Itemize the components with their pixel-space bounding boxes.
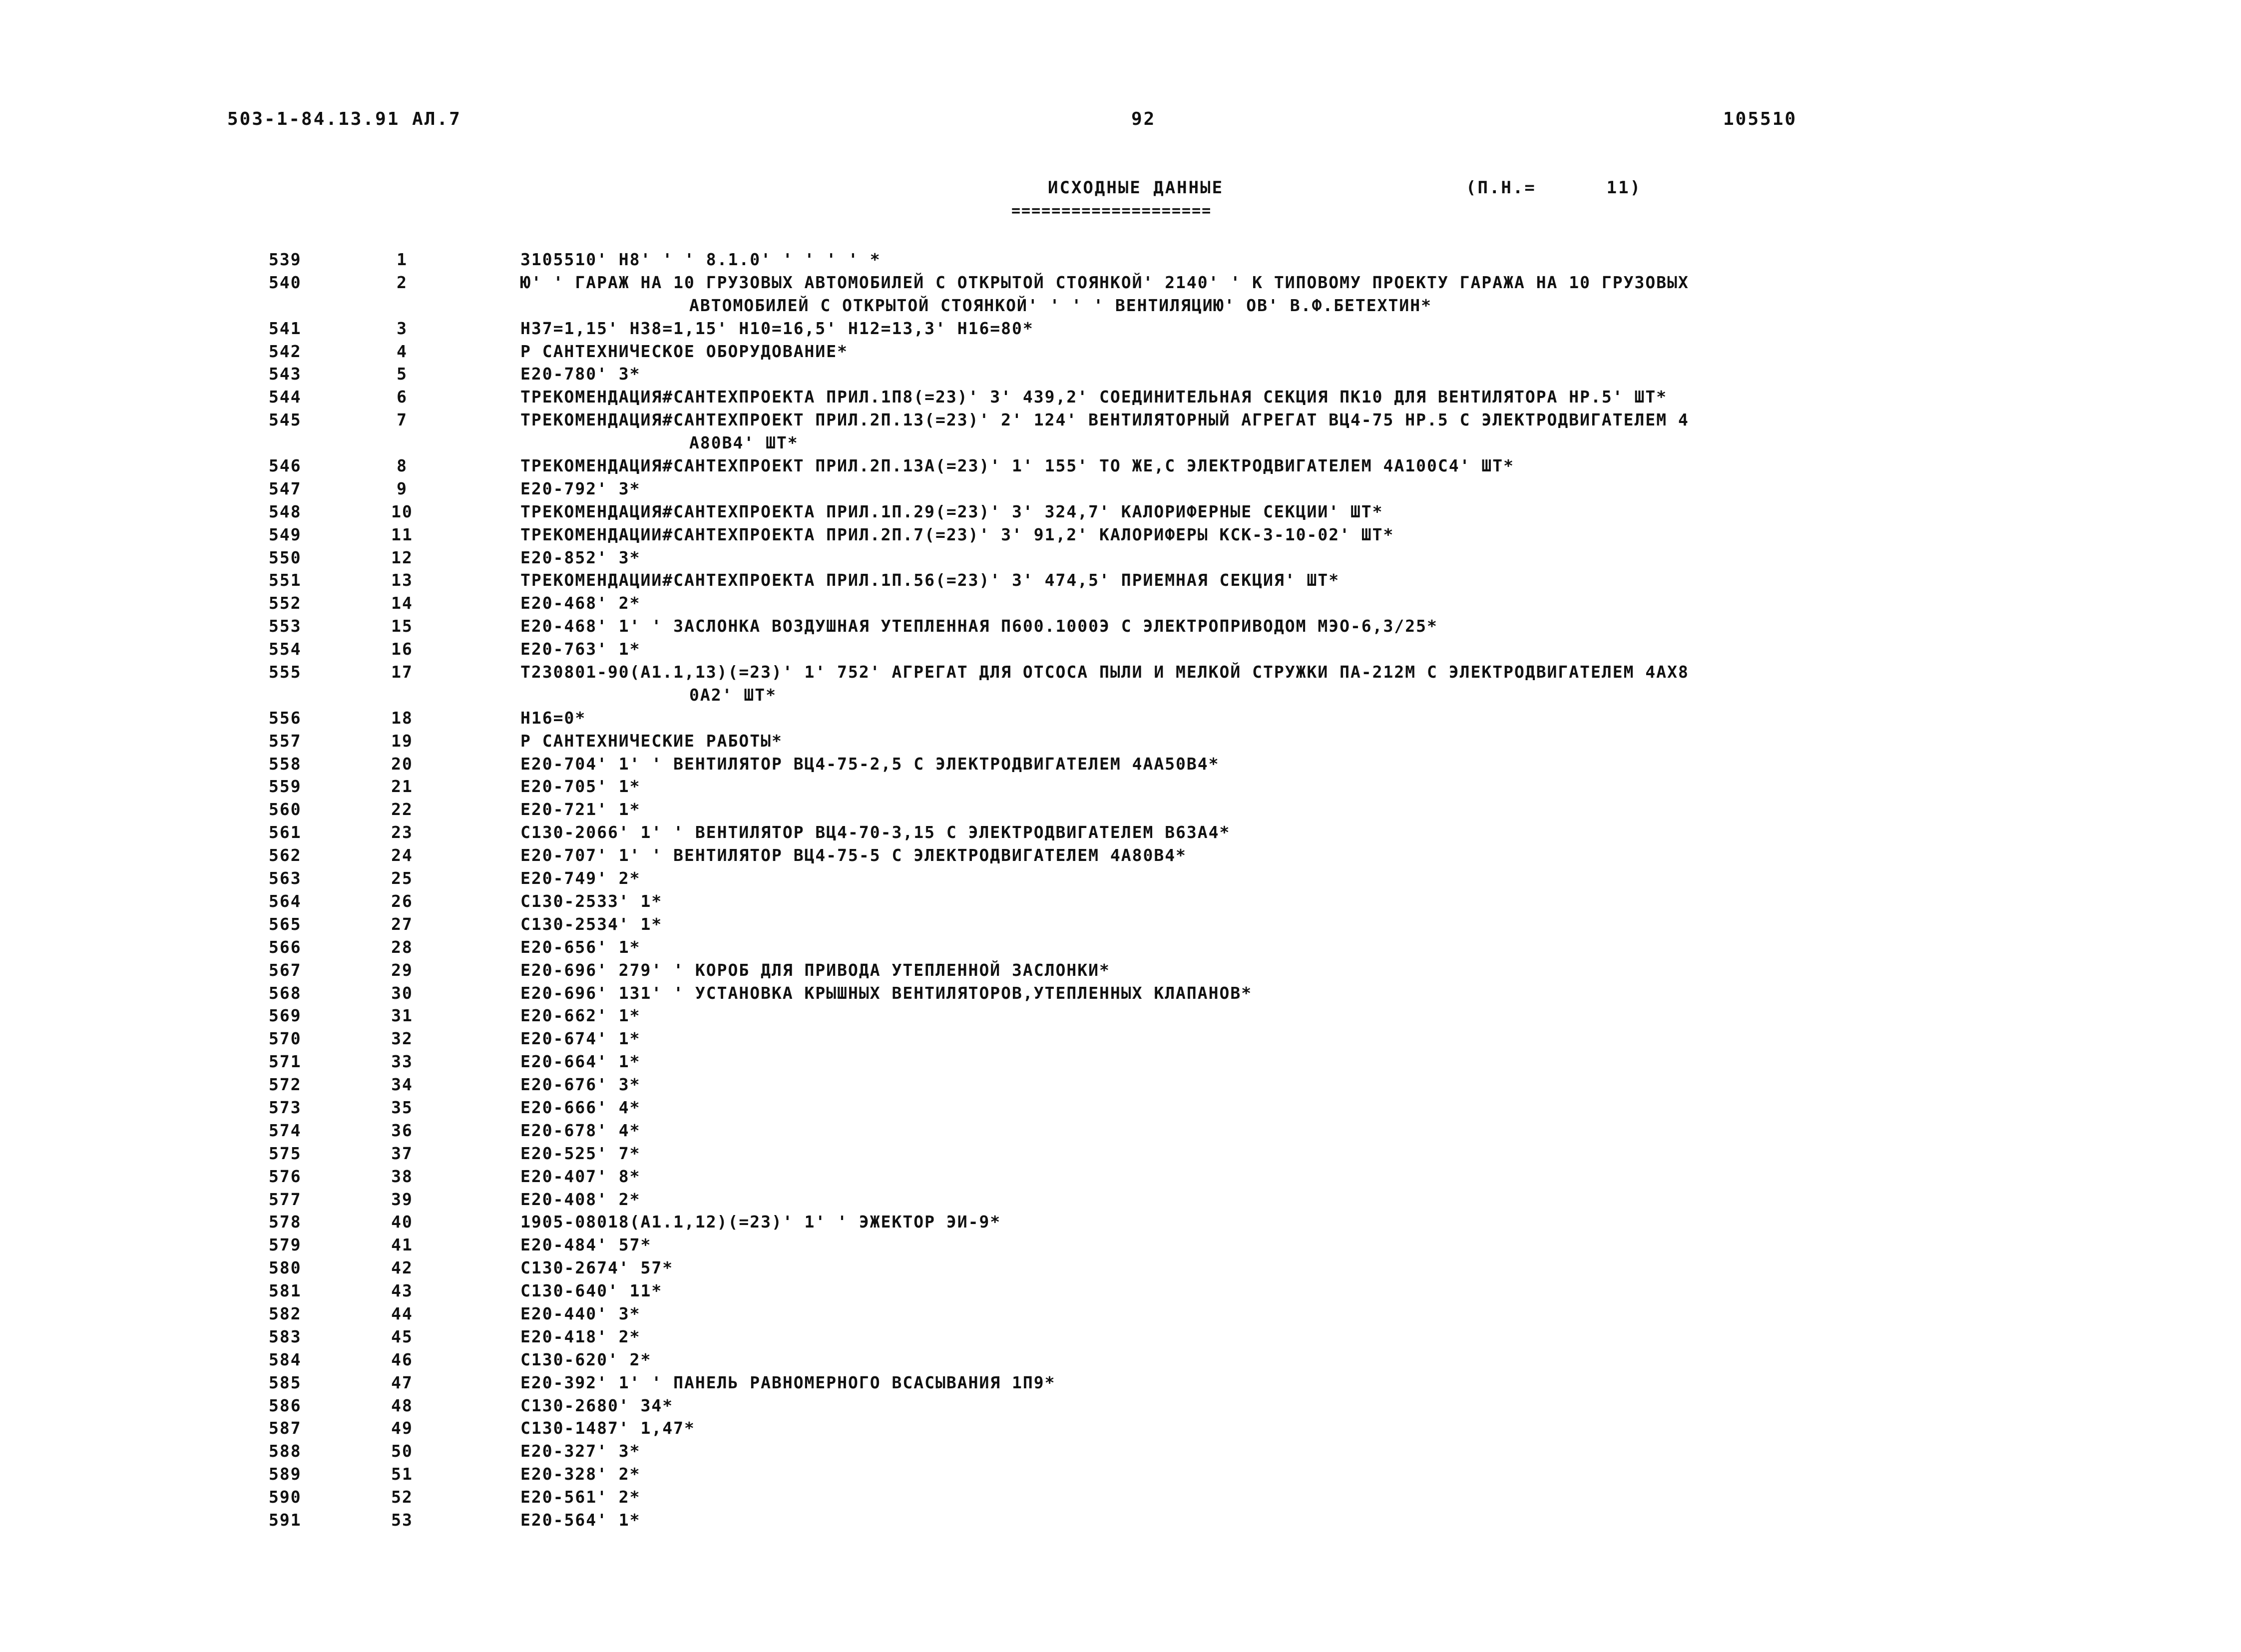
document-code: 503-1-84.13.91 АЛ.7	[227, 109, 461, 129]
line-number: 22	[391, 800, 413, 820]
listing-line	[0, 271, 2241, 294]
section-title: ИСХОДНЫЕ ДАННЫЕ	[1048, 178, 1224, 198]
listing-line	[0, 1302, 2241, 1325]
record-number: 578	[269, 1212, 302, 1232]
listing-line	[0, 1188, 2241, 1211]
line-number: 21	[391, 777, 413, 797]
line-text: С130-2533' 1*	[520, 891, 663, 911]
record-number: 569	[269, 1006, 302, 1026]
line-number: 25	[391, 868, 413, 888]
record-number: 574	[269, 1120, 302, 1140]
line-text: Е20-327' 3*	[520, 1441, 641, 1461]
listing-line	[0, 707, 2241, 730]
line-number: 50	[391, 1441, 413, 1461]
line-text: Е20-468' 1' ' ЗАСЛОНКА ВОЗДУШНАЯ УТЕПЛЕННАЯ П600.1000Э С ЭЛЕКТРОПРИВОДОМ МЭО-6,3/25*	[520, 616, 1438, 636]
record-number: 591	[269, 1510, 302, 1530]
record-number: 565	[269, 914, 302, 934]
line-text: Е20-392' 1' ' ПАНЕЛЬ РАВНОМЕРНОГО ВСАСЫВАНИЯ 1П9*	[520, 1372, 1056, 1392]
line-number: 39	[391, 1189, 413, 1209]
listing-line	[0, 1371, 2241, 1394]
listing-line	[0, 1096, 2241, 1119]
line-number: 28	[391, 937, 413, 957]
listing-line	[0, 1119, 2241, 1142]
listing-line	[0, 1050, 2241, 1073]
listing-line	[0, 1256, 2241, 1279]
listing-line	[0, 730, 2241, 753]
line-number: 6	[397, 387, 408, 407]
line-number: 35	[391, 1097, 413, 1117]
line-text: Е20-407' 8*	[520, 1166, 641, 1186]
listing-line	[0, 317, 2241, 340]
listing-continuation-line	[0, 294, 2241, 317]
line-text: А80В4' ШТ*	[689, 433, 799, 453]
line-text: Е20-418' 2*	[520, 1326, 641, 1346]
line-text: ТРЕКОМЕНДАЦИЯ#САНТЕХПРОЕКТА ПРИЛ.1П.29(=23)' 3' 324,7' КАЛОРИФЕРНЫЕ СЕКЦИИ' ШТ*	[520, 501, 1383, 521]
line-text: Ю' ' ГАРАЖ НА 10 ГРУЗОВЫХ АВТОМОБИЛЕЙ С ОТКРЫТОЙ СТОЯНКОЙ' 2140' ' К ТИПОВОМУ ПРОЕКТУ ГАРАЖА НА 10 ГРУЗОВЫХ	[520, 272, 1689, 292]
data-listing	[0, 248, 2241, 1532]
listing-line	[0, 959, 2241, 982]
listing-line	[0, 363, 2241, 386]
record-number: 547	[269, 478, 302, 498]
line-text: Е20-664' 1*	[520, 1052, 641, 1072]
line-text: Н37=1,15' Н38=1,15' Н10=16,5' Н12=13,3' Н16=80*	[520, 318, 1034, 338]
listing-line	[0, 1142, 2241, 1165]
line-number: 5	[397, 364, 408, 384]
line-text: С130-2674' 57*	[520, 1258, 674, 1278]
line-number: 10	[391, 501, 413, 521]
line-text: Е20-749' 2*	[520, 868, 641, 888]
listing-line	[0, 500, 2241, 523]
listing-line	[0, 615, 2241, 638]
listing-line	[0, 569, 2241, 592]
line-text: Е20-704' 1' ' ВЕНТИЛЯТОР ВЦ4-75-2,5 С ЭЛЕКТРОДВИГАТЕЛЕМ 4АА50В4*	[520, 754, 1220, 774]
line-number: 19	[391, 731, 413, 751]
line-number: 12	[391, 547, 413, 567]
record-number: 567	[269, 960, 302, 980]
record-number: 539	[269, 250, 302, 269]
listing-line	[0, 1211, 2241, 1234]
listing-line	[0, 477, 2241, 500]
record-number: 555	[269, 662, 302, 682]
line-number: 3	[397, 318, 408, 338]
listing-line	[0, 1027, 2241, 1050]
line-text: Н16=0*	[520, 708, 586, 728]
record-number: 562	[269, 845, 302, 865]
record-number: 572	[269, 1075, 302, 1095]
record-number: 579	[269, 1235, 302, 1255]
line-number: 23	[391, 823, 413, 842]
line-number: 46	[391, 1349, 413, 1369]
line-text: Е20-656' 1*	[520, 937, 641, 957]
record-number: 550	[269, 547, 302, 567]
record-number: 571	[269, 1052, 302, 1072]
listing-line	[0, 867, 2241, 890]
line-text: Е20-676' 3*	[520, 1075, 641, 1095]
listing-line	[0, 890, 2241, 913]
line-number: 47	[391, 1372, 413, 1392]
line-text: Е20-484' 57*	[520, 1235, 652, 1255]
record-number: 576	[269, 1166, 302, 1186]
line-text: Е20-666' 4*	[520, 1097, 641, 1117]
project-number: 105510	[1723, 109, 1797, 129]
listing-continuation-line	[0, 431, 2241, 454]
listing-line	[0, 1486, 2241, 1509]
listing-line	[0, 1348, 2241, 1371]
listing-line	[0, 1279, 2241, 1302]
listing-line	[0, 409, 2241, 431]
line-number: 48	[391, 1395, 413, 1415]
listing-line	[0, 340, 2241, 363]
record-number: 559	[269, 777, 302, 797]
listing-line	[0, 1165, 2241, 1188]
listing-line	[0, 913, 2241, 936]
record-number: 584	[269, 1349, 302, 1369]
line-number: 40	[391, 1212, 413, 1232]
line-text: Е20-525' 7*	[520, 1143, 641, 1163]
record-number: 580	[269, 1258, 302, 1278]
listing-continuation-line	[0, 684, 2241, 707]
listing-line	[0, 1004, 2241, 1027]
line-text: Е20-721' 1*	[520, 800, 641, 820]
listing-line	[0, 1440, 2241, 1463]
record-number: 544	[269, 387, 302, 407]
line-text: Т230801-90(А1.1,13)(=23)' 1' 752' АГРЕГАТ ДЛЯ ОТСОСА ПЫЛИ И МЕЛКОЙ СТРУЖКИ ПА-212М С ЭЛЕКТРОДВИГАТЕЛЕМ 4АХ8	[520, 662, 1689, 682]
line-number: 29	[391, 960, 413, 980]
record-number: 566	[269, 937, 302, 957]
listing-line	[0, 546, 2241, 569]
line-text: 1905-08018(А1.1,12)(=23)' 1' ' ЭЖЕКТОР ЭИ-9*	[520, 1212, 1001, 1232]
line-number: 33	[391, 1052, 413, 1072]
line-number: 15	[391, 616, 413, 636]
line-text: Е20-561' 2*	[520, 1487, 641, 1507]
listing-line	[0, 454, 2241, 477]
line-number: 20	[391, 754, 413, 774]
listing-line	[0, 661, 2241, 684]
line-number: 17	[391, 662, 413, 682]
line-text: Е20-678' 4*	[520, 1120, 641, 1140]
line-text: Е20-696' 279' ' КОРОБ ДЛЯ ПРИВОДА УТЕПЛЕННОЙ ЗАСЛОНКИ*	[520, 960, 1110, 980]
record-number: 552	[269, 593, 302, 613]
record-number: 543	[269, 364, 302, 384]
line-number: 36	[391, 1120, 413, 1140]
line-text: ТРЕКОМЕНДАЦИИ#САНТЕХПРОЕКТА ПРИЛ.1П.56(=23)' 3' 474,5' ПРИЕМНАЯ СЕКЦИЯ' ШТ*	[520, 570, 1340, 590]
line-text: Е20-792' 3*	[520, 478, 641, 498]
line-number: 13	[391, 570, 413, 590]
listing-line	[0, 1073, 2241, 1096]
line-number: 38	[391, 1166, 413, 1186]
listing-line	[0, 798, 2241, 821]
line-text: Е20-852' 3*	[520, 547, 641, 567]
record-number: 589	[269, 1464, 302, 1484]
line-text: Е20-468' 2*	[520, 593, 641, 613]
record-number: 586	[269, 1395, 302, 1415]
record-number: 560	[269, 800, 302, 820]
record-number: 575	[269, 1143, 302, 1163]
listing-line	[0, 638, 2241, 661]
record-number: 557	[269, 731, 302, 751]
line-text: АВТОМОБИЛЕЙ С ОТКРЫТОЙ СТОЯНКОЙ' ' ' ' ВЕНТИЛЯЦИЮ' ОВ' В.Ф.БЕТЕХТИН*	[689, 295, 1432, 315]
listing-line	[0, 821, 2241, 844]
listing-line	[0, 982, 2241, 1005]
listing-line	[0, 386, 2241, 409]
line-number: 8	[397, 456, 408, 476]
line-number: 1	[397, 250, 408, 269]
line-text: Е20-564' 1*	[520, 1510, 641, 1530]
line-number: 43	[391, 1281, 413, 1301]
line-text: Е20-662' 1*	[520, 1006, 641, 1026]
record-number: 561	[269, 823, 302, 842]
line-text: Р САНТЕХНИЧЕСКОЕ ОБОРУДОВАНИЕ*	[520, 341, 849, 361]
listing-line	[0, 1234, 2241, 1256]
line-text: Е20-705' 1*	[520, 777, 641, 797]
line-number: 14	[391, 593, 413, 613]
line-number: 4	[397, 341, 408, 361]
record-number: 570	[269, 1029, 302, 1049]
line-text: С130-1487' 1,47*	[520, 1418, 695, 1438]
record-number: 542	[269, 341, 302, 361]
line-text: Р САНТЕХНИЧЕСКИЕ РАБОТЫ*	[520, 731, 783, 751]
record-number: 558	[269, 754, 302, 774]
record-number: 548	[269, 501, 302, 521]
line-number: 31	[391, 1006, 413, 1026]
record-number: 581	[269, 1281, 302, 1301]
record-number: 541	[269, 318, 302, 338]
record-number: 564	[269, 891, 302, 911]
record-number: 545	[269, 410, 302, 430]
line-number: 7	[397, 410, 408, 430]
line-number: 18	[391, 708, 413, 728]
line-text: Е20-780' 3*	[520, 364, 641, 384]
line-number: 9	[397, 478, 408, 498]
line-text: ТРЕКОМЕНДАЦИИ#САНТЕХПРОЕКТА ПРИЛ.2П.7(=23)' 3' 91,2' КАЛОРИФЕРЫ КСК-3-10-02' ШТ*	[520, 524, 1394, 544]
listing-line	[0, 1394, 2241, 1417]
line-number: 51	[391, 1464, 413, 1484]
line-text: Е20-674' 1*	[520, 1029, 641, 1049]
line-number: 2	[397, 272, 408, 292]
record-number: 568	[269, 983, 302, 1003]
listing-line	[0, 775, 2241, 798]
line-number: 53	[391, 1510, 413, 1530]
record-number: 553	[269, 616, 302, 636]
line-text: ТРЕКОМЕНДАЦИЯ#САНТЕХПРОЕКТ ПРИЛ.2П.13А(=23)' 1' 155' ТО ЖЕ,С ЭЛЕКТРОДВИГАТЕЛЕМ 4А100С4' ШТ*	[520, 456, 1514, 476]
line-number: 11	[391, 524, 413, 544]
line-text: Е20-440' 3*	[520, 1303, 641, 1323]
record-number: 563	[269, 868, 302, 888]
section-underline: ====================	[1011, 202, 1212, 220]
line-text: Е20-328' 2*	[520, 1464, 641, 1484]
line-text: ТРЕКОМЕНДАЦИЯ#САНТЕХПРОЕКТ ПРИЛ.2П.13(=23)' 2' 124' ВЕНТИЛЯТОРНЫЙ АГРЕГАТ ВЦ4-75 НР.5 С ЭЛЕКТРОДВИГАТЕЛЕМ 4	[520, 410, 1689, 430]
record-number: 540	[269, 272, 302, 292]
listing-line	[0, 1509, 2241, 1532]
record-number: 549	[269, 524, 302, 544]
listing-line	[0, 844, 2241, 867]
line-text: С130-2066' 1' ' ВЕНТИЛЯТОР ВЦ4-70-3,15 С ЭЛЕКТРОДВИГАТЕЛЕМ В63А4*	[520, 823, 1231, 842]
line-number: 37	[391, 1143, 413, 1163]
listing-line	[0, 936, 2241, 959]
record-number: 585	[269, 1372, 302, 1392]
line-number: 24	[391, 845, 413, 865]
line-number: 52	[391, 1487, 413, 1507]
record-number: 590	[269, 1487, 302, 1507]
listing-line	[0, 1417, 2241, 1440]
line-number: 49	[391, 1418, 413, 1438]
listing-line	[0, 248, 2241, 271]
record-number: 573	[269, 1097, 302, 1117]
section-code: (П.Н.= 11)	[1466, 178, 1642, 198]
listing-line	[0, 1325, 2241, 1348]
line-number: 45	[391, 1326, 413, 1346]
line-text: С130-640' 11*	[520, 1281, 663, 1301]
record-number: 582	[269, 1303, 302, 1323]
listing-line	[0, 592, 2241, 615]
line-text: Е20-696' 131' ' УСТАНОВКА КРЫШНЫХ ВЕНТИЛЯТОРОВ,УТЕПЛЕННЫХ КЛАПАНОВ*	[520, 983, 1253, 1003]
record-number: 546	[269, 456, 302, 476]
record-number: 583	[269, 1326, 302, 1346]
listing-line	[0, 1463, 2241, 1486]
listing-line	[0, 523, 2241, 546]
line-text: Е20-408' 2*	[520, 1189, 641, 1209]
line-text: 0А2' ШТ*	[689, 685, 777, 705]
line-number: 42	[391, 1258, 413, 1278]
line-text: Е20-707' 1' ' ВЕНТИЛЯТОР ВЦ4-75-5 С ЭЛЕКТРОДВИГАТЕЛЕМ 4А80В4*	[520, 845, 1187, 865]
line-number: 32	[391, 1029, 413, 1049]
line-number: 41	[391, 1235, 413, 1255]
record-number: 556	[269, 708, 302, 728]
line-number: 34	[391, 1075, 413, 1095]
line-number: 16	[391, 639, 413, 659]
record-number: 551	[269, 570, 302, 590]
record-number: 587	[269, 1418, 302, 1438]
line-number: 26	[391, 891, 413, 911]
line-text: С130-2534' 1*	[520, 914, 663, 934]
record-number: 577	[269, 1189, 302, 1209]
page-number: 92	[1131, 109, 1156, 129]
line-number: 44	[391, 1303, 413, 1323]
listing-line	[0, 753, 2241, 776]
line-text: 3105510' Н8' ' ' 8.1.0' ' ' ' ' *	[520, 250, 881, 269]
line-text: С130-2680' 34*	[520, 1395, 674, 1415]
line-text: С130-620' 2*	[520, 1349, 652, 1369]
line-text: Е20-763' 1*	[520, 639, 641, 659]
line-number: 27	[391, 914, 413, 934]
record-number: 588	[269, 1441, 302, 1461]
line-number: 30	[391, 983, 413, 1003]
line-text: ТРЕКОМЕНДАЦИЯ#САНТЕХПРОЕКТА ПРИЛ.1П8(=23)' 3' 439,2' СОЕДИНИТЕЛЬНАЯ СЕКЦИЯ ПК10 ДЛЯ ВЕНТИЛЯТОРА НР.5' ШТ*	[520, 387, 1668, 407]
record-number: 554	[269, 639, 302, 659]
